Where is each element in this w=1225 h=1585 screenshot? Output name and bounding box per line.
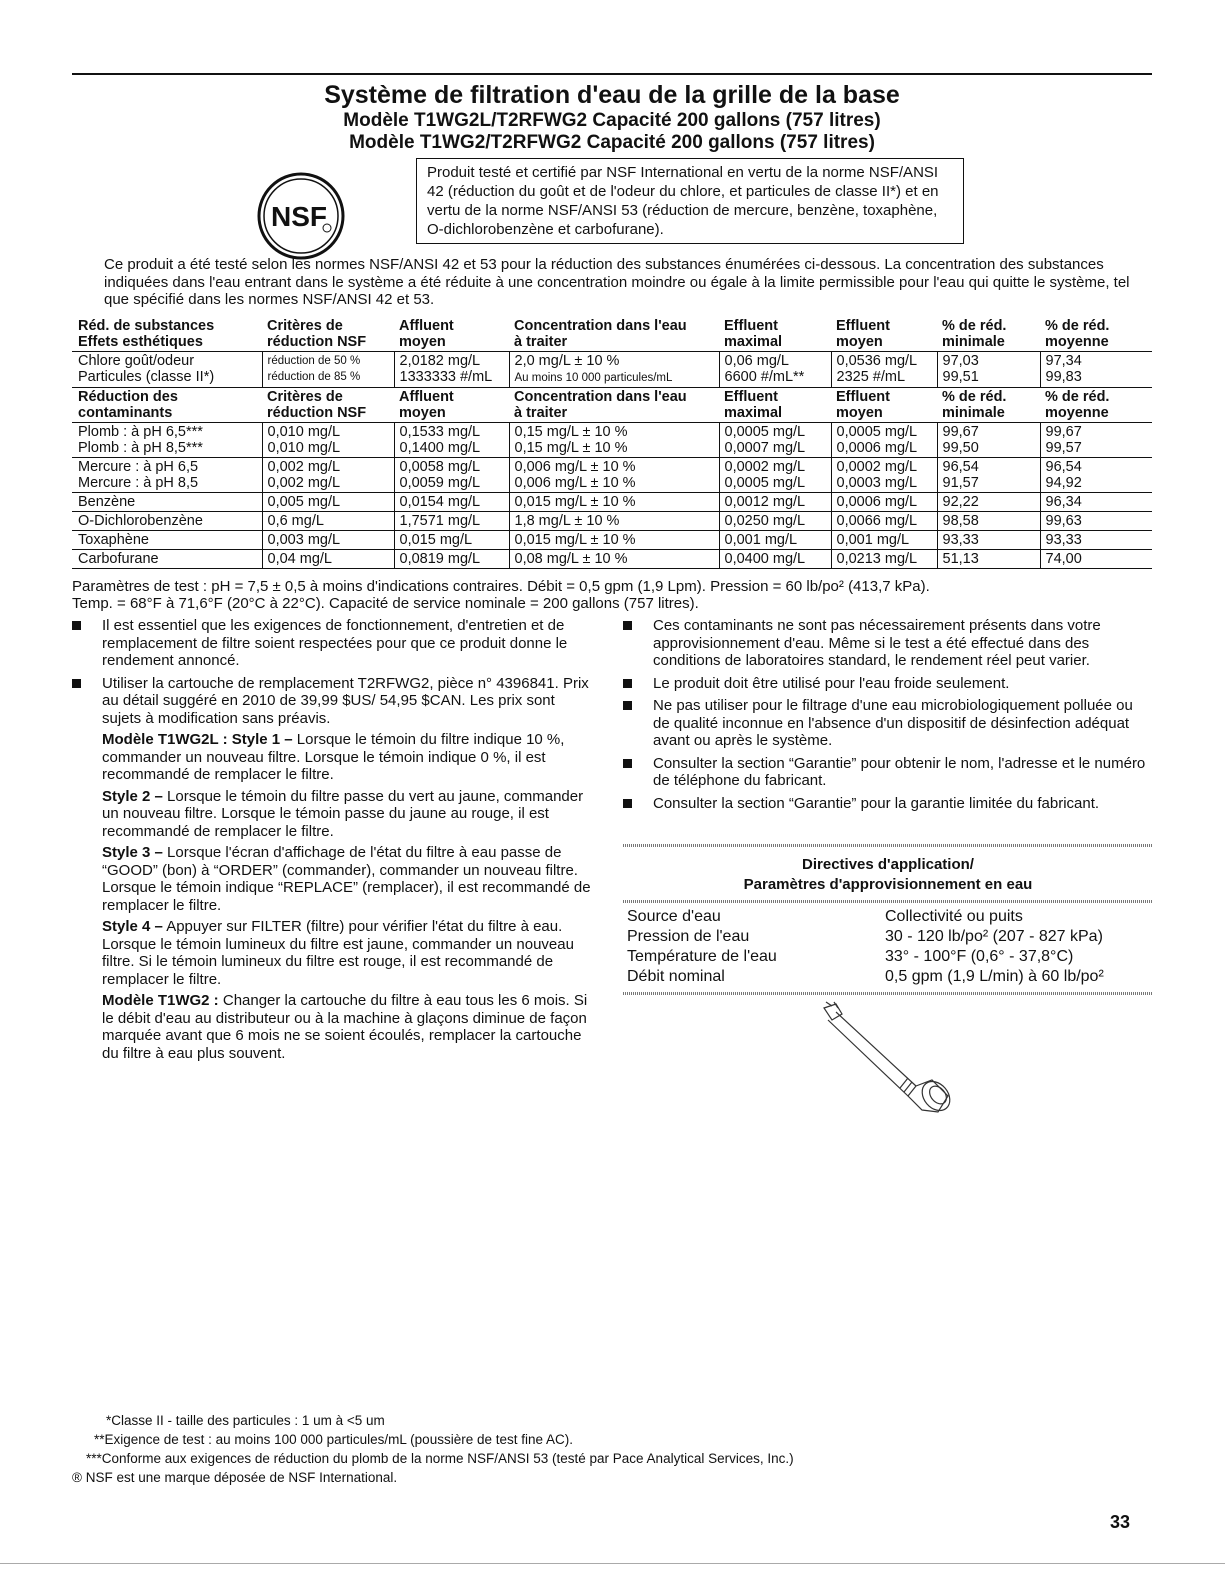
table-cell: 0,0012 mg/L — [719, 493, 831, 512]
table-cell: Réd. de substances Effets esthétiques — [72, 317, 262, 352]
table-cell: % de réd. minimale — [937, 317, 1040, 352]
table-cell: 0,003 mg/L — [262, 531, 394, 550]
list-item: Le produit doit être utilisé pour l'eau froide seulement. — [623, 675, 1153, 693]
table-cell: 99,67 99,50 — [937, 423, 1040, 458]
table-cell: 97,03 99,51 — [937, 352, 1040, 388]
table-cell: 0,002 mg/L 0,002 mg/L — [262, 458, 394, 493]
table-row — [72, 493, 1152, 512]
intro-paragraph: Ce produit a été testé selon les normes NSF/ANSI 42 et 53 pour la réduction des substances énumérées ci-dessous. La concentration des substances indiquées dans l'eau entrant dans le système a été réduite à une concentration moindre ou égale à la limite permissible pour l'eau qui quitte le système, tel que spécifié dans les normes NSF/ANSI 42 et 53. — [104, 256, 1130, 308]
table-row — [72, 423, 1152, 458]
table-cell: 0,0250 mg/L — [719, 512, 831, 531]
footnote: *Classe II - taille des particules : 1 um à <5 um — [106, 1413, 385, 1428]
table-cell: 51,13 — [937, 550, 1040, 569]
table-row: Source d'eau Collectivité ou puits — [627, 908, 1023, 925]
table-cell: % de réd. moyenne — [1040, 388, 1152, 423]
list-item: Ces contaminants ne sont pas nécessairement présents dans votre approvisionnement d'eau. Même si le test a été effectué dans des conditions de laboratoires standard, le rendement réel peut varier. — [623, 617, 1153, 670]
table-cell: 0,1533 mg/L 0,1400 mg/L — [394, 423, 509, 458]
table-cell: 0,6 mg/L — [262, 512, 394, 531]
table-cell: 0,015 mg/L — [394, 531, 509, 550]
table-cell: 99,63 — [1040, 512, 1152, 531]
left-column — [72, 617, 592, 1067]
table-cell: 0,08 mg/L ± 10 % — [509, 550, 719, 569]
directives-table — [623, 907, 1153, 987]
table-cell: 0,006 mg/L ± 10 % 0,006 mg/L ± 10 % — [509, 458, 719, 493]
model-line-1: Modèle T1WG2L/T2RFWG2 Capacité 200 gallons (757 litres) — [343, 110, 881, 131]
table-cell: 0,0066 mg/L — [831, 512, 937, 531]
table-cell: 2,0182 mg/L 1333333 #/mL — [394, 352, 509, 388]
nsf-certification-box: Produit testé et certifié par NSF International en vertu de la norme NSF/ANSI 42 (réduction du goût et de l'odeur du chlore, et particules de classe II*) et en vertu de la norme NSF/ANSI 53 (réduction de mercure, benzène, toxaphène, O-dichlorobenzène et carbofurane). — [416, 158, 964, 244]
hatched-divider — [623, 992, 1153, 995]
table-row: Débit nominal 0,5 gpm (1,9 L/min) à 60 lb/po² — [627, 968, 1104, 985]
hatched-divider — [623, 844, 1153, 847]
table-cell: Affluent moyen — [394, 317, 509, 352]
table-row — [72, 352, 1152, 388]
table-row — [72, 388, 1152, 423]
table-cell: 0,010 mg/L 0,010 mg/L — [262, 423, 394, 458]
list-item: Il est essentiel que les exigences de fonctionnement, d'entretien et de remplacement de filtre soient respectées pour que ce produit donne le rendement annoncé. — [72, 617, 592, 670]
title-block — [72, 80, 1152, 154]
right-column — [623, 617, 1153, 817]
water-filter-cartridge-icon — [812, 1000, 962, 1116]
table-cell: Chlore goût/odeur Particules (classe II*) — [72, 352, 262, 388]
table-row — [72, 550, 1152, 569]
table-cell: 0,0005 mg/L 0,0006 mg/L — [831, 423, 937, 458]
table-cell: Concentration dans l'eau à traiter — [509, 317, 719, 352]
table-cell: Mercure : à pH 6,5 Mercure : à pH 8,5 — [72, 458, 262, 493]
nsf-logo-text: NSF — [271, 201, 327, 232]
footnote: ***Conforme aux exigences de réduction du plomb de la norme NSF/ANSI 53 (testé par Pace Analytical Services, Inc.) — [86, 1451, 794, 1466]
table-cell: 0,0400 mg/L — [719, 550, 831, 569]
table-cell: 98,58 — [937, 512, 1040, 531]
table-cell: 96,54 91,57 — [937, 458, 1040, 493]
style-2-instruction: Style 2 – Lorsque le témoin du filtre passe du vert au jaune, commander un nouveau filtre. Lorsque le témoin passe du jaune au rouge, il est recommandé de remplacer le filtre. — [102, 787, 584, 840]
table-cell: 0,0002 mg/L 0,0005 mg/L — [719, 458, 831, 493]
test-parameters — [72, 578, 1152, 612]
performance-data-table — [72, 317, 1152, 569]
table-cell: Effluent maximal — [719, 317, 831, 352]
bullet-square-icon — [72, 621, 81, 630]
table-cell: 0,001 mg/L — [719, 531, 831, 550]
table-cell: 0,005 mg/L — [262, 493, 394, 512]
table-cell: 0,0536 mg/L 2325 #/mL — [831, 352, 937, 388]
table-cell: 0,0213 mg/L — [831, 550, 937, 569]
table-cell: 92,22 — [937, 493, 1040, 512]
bullet-square-icon — [623, 759, 632, 768]
table-row — [72, 512, 1152, 531]
style-1-instruction: Modèle T1WG2L : Style 1 – Lorsque le témoin du filtre indique 10 %, commander un nouveau filtre. Lorsque le témoin indique 0 %, il est recommandé de remplacer le filtre. — [102, 731, 565, 783]
model-t1wg2-instruction: Modèle T1WG2 : Changer la cartouche du filtre à eau tous les 6 mois. Si le débit d'eau au distributeur ou à la machine à glaçons diminue de façon marquée avant que 6 mois ne se soient écoulés, remplacer la cartouche du filtre à eau plus souvent. — [102, 992, 588, 1062]
test-parameters-line-1: Paramètres de test : pH = 7,5 ± 0,5 à moins d'indications contraires. Débit = 0,5 gpm (1,9 Lpm). Pression = 60 lb/po² (413,7 kPa). — [72, 578, 930, 595]
application-directives — [623, 844, 1153, 995]
hatched-divider — [623, 900, 1153, 903]
bullet-square-icon — [623, 799, 632, 808]
table-cell: 0,15 mg/L ± 10 % 0,15 mg/L ± 10 % — [509, 423, 719, 458]
table-row — [72, 531, 1152, 550]
table-row — [72, 317, 1152, 352]
bottom-rule — [0, 1563, 1225, 1564]
page-number: 33 — [1110, 1512, 1131, 1532]
footnote: **Exigence de test : au moins 100 000 particules/mL (poussière de test fine AC). — [94, 1432, 574, 1447]
table-cell: Critères de réduction NSF — [262, 388, 394, 423]
table-cell: 0,04 mg/L — [262, 550, 394, 569]
table-cell: Réduction des contaminants — [72, 388, 262, 423]
page-title: Système de filtration d'eau de la grille de la base — [324, 81, 900, 109]
nsf-logo-icon — [255, 170, 347, 262]
table-cell: O-Dichlorobenzène — [72, 512, 262, 531]
style-3-instruction: Style 3 – Lorsque l'écran d'affichage de l'état du filtre à eau passe de “GOOD” (bon) à “ORDER” (commander), commander un nouveau filtre. Lorsque le témoin indique “REPLACE” (remplacer), il est recommandé de remplacer le filtre. — [102, 844, 591, 914]
table-cell: Effluent moyen — [831, 317, 937, 352]
table-cell: 0,0002 mg/L 0,0003 mg/L — [831, 458, 937, 493]
top-rule — [72, 73, 1152, 75]
table-cell: 96,54 94,92 — [1040, 458, 1152, 493]
test-parameters-line-2: Temp. = 68°F à 71,6°F (20°C à 22°C). Capacité de service nominale = 200 gallons (757 litres). — [72, 595, 699, 612]
table-cell: Benzène — [72, 493, 262, 512]
table-cell: Toxaphène — [72, 531, 262, 550]
bullet-square-icon — [623, 621, 632, 630]
list-item: Consulter la section “Garantie” pour la garantie limitée du fabricant. — [623, 795, 1153, 813]
table-cell: 0,0819 mg/L — [394, 550, 509, 569]
table-cell: Affluent moyen — [394, 388, 509, 423]
table-cell: Effluent moyen — [831, 388, 937, 423]
table-cell: 0,001 mg/L — [831, 531, 937, 550]
table-cell: 93,33 — [937, 531, 1040, 550]
list-item: Ne pas utiliser pour le filtrage d'une eau microbiologiquement polluée ou de qualité inconnue en l'absence d'un dispositif de désinfection adéquat avant ou après le système. — [623, 697, 1153, 750]
table-cell: % de réd. minimale — [937, 388, 1040, 423]
list-item: Utiliser la cartouche de remplacement T2RFWG2, pièce n° 4396841. Prix au détail suggéré en 2010 de 39,99 $US/ 54,95 $CAN. Les prix sont sujets à modification sans préavis. Modèle T1WG2L : Style 1 – Lorsque le témoin du filtre indique 10 %, commander un nouveau filtre. Lorsque le témoin indique 0 %, il est recommandé de remplacer le filtre. Style 2 – Lorsque le témoin du filtre passe du vert au jaune, commander un nouveau filtre. Lorsque le témoin passe du jaune au rouge, il est recommandé de remplacer le filtre. Style 3 – Lorsque l'écran d'affichage de l'état du filtre à eau passe de “GOOD” (bon) à “ORDER” (commander), commander un nouveau filtre. Lorsque le témoin indique “REPLACE” (remplacer), il est recommandé de remplacer le filtre. Style 4 – Appuyer sur FILTER (filtre) pour vérifier l'état du filtre à eau. Lorsque le témoin lumineux du filtre est jaune, commander un nouveau filtre. Si le témoin lumineux du filtre est rouge, il est recommandé de remplacer le filtre. Modèle T1WG2 : Changer la cartouche du filtre à eau tous les 6 mois. Si le débit d'eau au distributeur ou à la machine à glaçons diminue de façon marquée avant que 6 mois ne se soient écoulés, remplacer la cartouche du filtre à eau plus souvent. — [72, 675, 592, 1063]
table-cell: 74,00 — [1040, 550, 1152, 569]
bullet-square-icon — [623, 679, 632, 688]
table-cell: 1,7571 mg/L — [394, 512, 509, 531]
table-cell: 0,06 mg/L 6600 #/mL** — [719, 352, 831, 388]
table-cell: 0,0005 mg/L 0,0007 mg/L — [719, 423, 831, 458]
table-cell: Concentration dans l'eau à traiter — [509, 388, 719, 423]
table-cell: Plomb : à pH 6,5*** Plomb : à pH 8,5*** — [72, 423, 262, 458]
table-cell: 99,67 99,57 — [1040, 423, 1152, 458]
table-cell: 0,0006 mg/L — [831, 493, 937, 512]
table-cell: 93,33 — [1040, 531, 1152, 550]
table-cell: 96,34 — [1040, 493, 1152, 512]
list-item: Consulter la section “Garantie” pour obtenir le nom, l'adresse et le numéro de téléphone du fabricant. — [623, 755, 1153, 790]
table-row: Pression de l'eau 30 - 120 lb/po² (207 - 827 kPa) — [627, 928, 1103, 945]
footnotes — [72, 1411, 1152, 1487]
table-cell: Carbofurane — [72, 550, 262, 569]
table-cell: 0,015 mg/L ± 10 % — [509, 531, 719, 550]
directives-title: Directives d'application/ Paramètres d'approvisionnement en eau — [743, 856, 1033, 893]
table-row — [72, 458, 1152, 493]
table-cell: réduction de 50 % réduction de 85 % — [262, 352, 394, 388]
table-cell: 0,0154 mg/L — [394, 493, 509, 512]
table-cell: Critères de réduction NSF — [262, 317, 394, 352]
bullet-square-icon — [623, 701, 632, 710]
style-4-instruction: Style 4 – Appuyer sur FILTER (filtre) pour vérifier l'état du filtre à eau. Lorsque le témoin lumineux du filtre est jaune, commander un nouveau filtre. Si le témoin lumineux du filtre est rouge, il est recommandé de remplacer le filtre. — [102, 918, 574, 988]
table-cell: 0,0058 mg/L 0,0059 mg/L — [394, 458, 509, 493]
table-cell: 97,34 99,83 — [1040, 352, 1152, 388]
model-line-2: Modèle T1WG2/T2RFWG2 Capacité 200 gallons (757 litres) — [349, 132, 875, 153]
footnote: ® NSF est une marque déposée de NSF International. — [72, 1470, 398, 1485]
table-cell: Effluent maximal — [719, 388, 831, 423]
table-cell: 1,8 mg/L ± 10 % — [509, 512, 719, 531]
table-row: Température de l'eau 33° - 100°F (0,6° - 37,8°C) — [627, 948, 1074, 965]
table-cell: 2,0 mg/L ± 10 % Au moins 10 000 particules/mL — [509, 352, 719, 388]
table-cell: % de réd. moyenne — [1040, 317, 1152, 352]
table-cell: 0,015 mg/L ± 10 % — [509, 493, 719, 512]
bullet-square-icon — [72, 679, 81, 688]
